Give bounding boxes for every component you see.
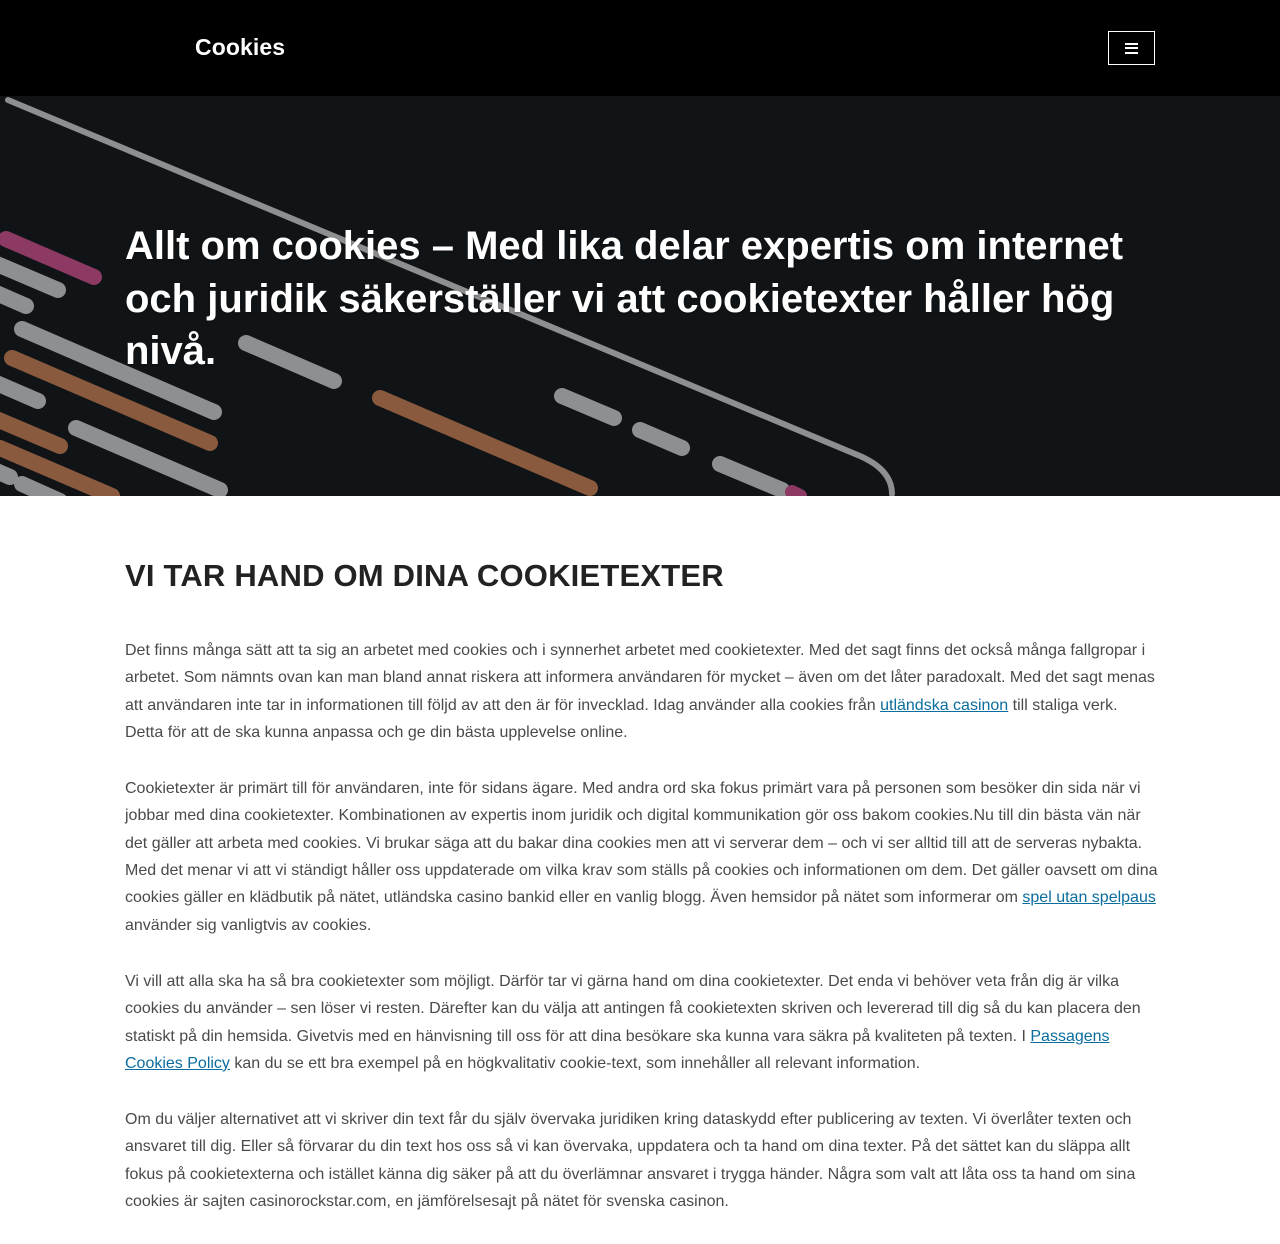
paragraph-text: till staliga verk. Detta för att de ska kunna anpassa och ge din bästa upplevelse online. [125,696,1118,741]
paragraph-3 [125,968,1160,1077]
main-content [125,556,1160,1244]
section-heading: VI TAR HAND OM DINA COOKIETEXTER [125,558,724,593]
paragraph-text: kan du se ett bra exempel på en högkvalitativ cookie-text, som innehåller all relevant information. [229,1054,921,1072]
hero-stripe [720,464,782,490]
hero-stripe [0,382,38,401]
paragraph-text: Om du väljer alternativet att vi skriver din text får du själv övervaka juridiken kring dataskydd efter publicering av texten. Vi överlåter texten och ansvaret till dig. Eller så förvarar du din text hos oss så vi kan övervaka, uppdatera och ta hand om dina texter. På det sättet kan du släppa allt fokus på cookietexterna och istället känna dig säker på att du överlämnar ansvaret i trygga händer. Några som valt att låta oss ta hand om sina cookies är sajten casinorockstar.com, en jämförelsesajt på nätet för svenska casinon. [125,1111,1136,1211]
hero-stripe [22,484,60,496]
site-title[interactable]: Cookies [195,34,286,60]
menu-toggle-button[interactable] [1108,31,1155,65]
paragraph-text: Vi vill att alla ska ha så bra cookietexter som möjligt. Därför tar vi gärna hand om dina cookietexter. Det enda vi behöver veta från dig är vilka cookies du använder – sen löser vi resten. Därefter kan du välja att antingen få cookietexten skriven och levererad till dig så du kan placera den statiskt på din hemsida. Givetvis med en hänvisning till oss för att dina besökare ska kunna vara säkra på kvaliteten på texten. I [125,972,1141,1045]
hamburger-menu-icon [1125,43,1138,54]
paragraph-4 [125,1106,1160,1215]
link-utlandska-casinon[interactable]: utländska casinon [880,696,1009,714]
paragraph-2 [125,775,1160,939]
site-header [0,0,1280,96]
link-spel-utan-spelpaus[interactable]: spel utan spelpaus [1022,889,1156,907]
hero-title: Allt om cookies – Med lika delar expertis om internet och juridik säkerställer vi att cookietexter håller hög nivå. [125,224,1124,373]
hero-stripe [0,418,60,446]
link-passagens-cookies-policy[interactable]: Passagens Cookies Policy [125,1027,1110,1072]
paragraph-text: Cookietexter är primärt till för användaren, inte för sidans ägare. Med andra ord ska fokus primärt vara på personen som besöker din sida när vi jobbar med dina cookietexter. Kombinationen av expertis inom juridik och digital kommunikation gör oss bakom cookies.Nu till din bästa vän när det gäller att arbeta med cookies. Vi brukar säga att du bakar dina cookies men att vi serverar dem – och vi ser alltid till att de serveras nybakta. Med det menar vi att vi ständigt håller oss uppdaterade om vilka krav som ställs på cookies och informationen om dem. Det gäller oavsett om dina cookies gäller en klädbutik på nätet, utländska casino bankid eller en vanlig blogg. Även hemsidor på nätet som informerar om [125,780,1158,907]
paragraph-text: använder sig vanligtvis av cookies. [125,916,372,934]
paragraph-1 [125,637,1160,746]
hero-stripe [380,398,590,488]
hero-stripe [0,470,10,477]
hero-stripe [562,396,614,418]
hero-stripe [640,430,682,448]
hero-stripe [0,292,26,306]
hero-stripe [792,492,800,496]
hero-banner [0,96,1280,496]
paragraph-text: Det finns många sätt att ta sig an arbetet med cookies och i synnerhet arbetet med cookietexter. Med det sagt finns det också många fallgropar i arbetet. Som nämnts ovan kan man bland annat riskera att informera användaren för mycket – även om det låter paradoxalt. Med det sagt menas att användaren inte tar in informationen till följd av att den är för invecklad. Idag använder alla cookies från [125,642,1155,714]
